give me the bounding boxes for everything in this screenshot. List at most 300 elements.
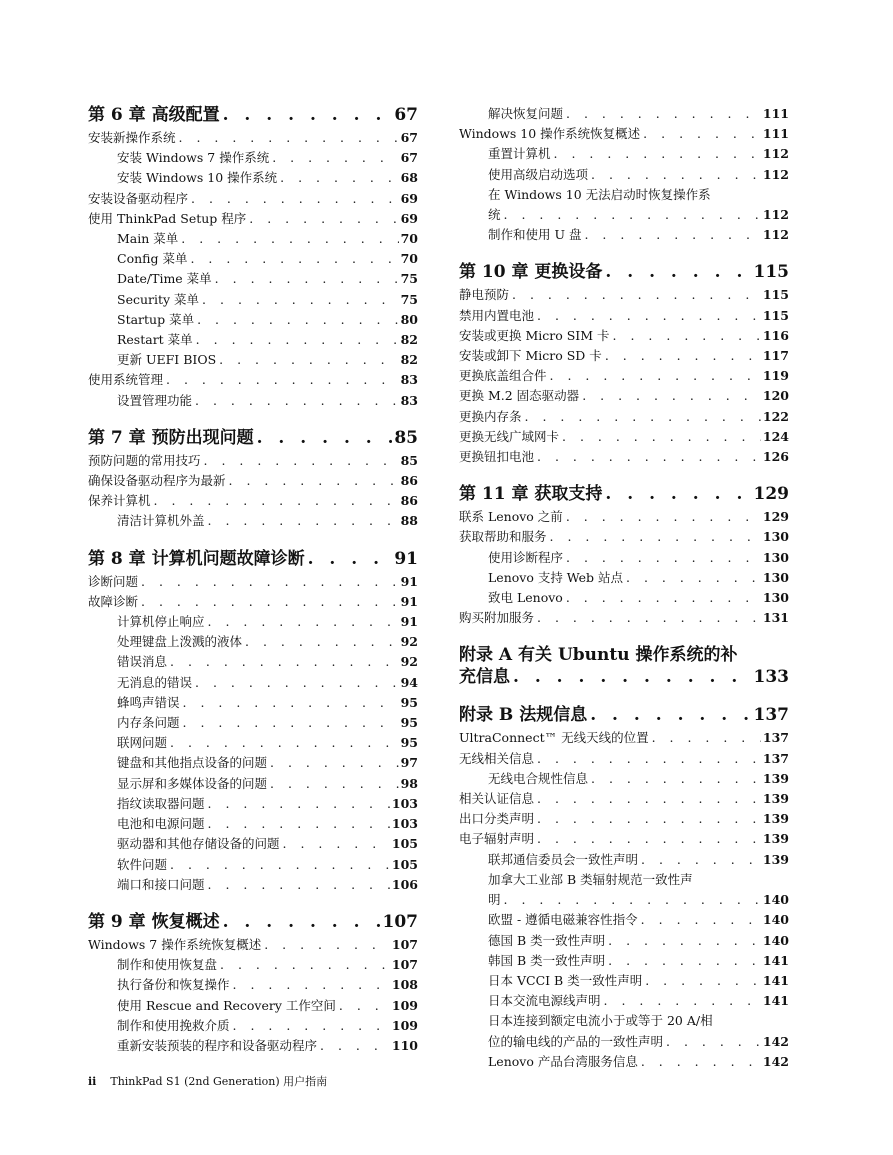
toc-chapter-title: 附录 B 法规信息 [459,705,588,726]
toc-page-number: 85 [400,452,418,468]
dot-leader [167,855,390,875]
toc-entry-title: Main 菜单 [117,231,179,247]
dot-leader [522,407,761,427]
toc-entry-title: Date/Time 菜单 [117,271,212,287]
toc-entry-title: 安装 Windows 7 操作系统 [117,150,270,166]
dot-leader [167,652,399,672]
dot-leader [167,733,399,753]
dot-leader [317,1036,390,1056]
toc-entry-title: 联网问题 [117,735,168,751]
dot-leader [547,366,761,386]
toc-entry[interactable] [459,165,789,185]
toc-entry-title: 制作和使用挽救介质 [117,1017,230,1033]
toc-entry[interactable] [88,269,418,289]
toc-entry-title: 故障诊断 [88,593,139,609]
toc-entry-title: 执行备份和恢复操作 [117,977,230,993]
toc-entry[interactable] [459,931,789,951]
toc-entry-title: Windows 10 操作系统恢复概述 [459,126,641,142]
toc-entry[interactable] [88,310,418,330]
toc-entry[interactable] [88,511,418,531]
toc-chapter-heading[interactable] [88,427,418,449]
toc-entry-title: 安装或卸下 Micro SD 卡 [459,348,602,364]
dot-leader [638,1052,761,1072]
dot-leader [138,592,399,612]
toc-entry[interactable] [88,753,418,773]
toc-page-number: 106 [391,876,418,892]
toc-entry[interactable] [88,168,418,188]
toc-entry-title: 内存条问题 [117,715,180,731]
toc-entry[interactable] [459,951,789,971]
toc-entry[interactable] [459,225,789,245]
toc-page-number: 112 [762,207,789,223]
toc-entry[interactable] [459,1052,789,1072]
toc-entry-title: 电池和电源问题 [117,816,205,832]
toc-entry[interactable] [88,632,418,652]
dot-leader [199,290,399,310]
toc-page-number: 140 [762,912,789,928]
toc-page-number: 139 [762,811,789,827]
toc-entry[interactable] [459,144,789,164]
toc-page-number: 117 [762,348,789,364]
toc-entry[interactable] [88,814,418,834]
dot-leader [246,209,398,229]
dot-leader [563,507,761,527]
toc-page-number: 137 [762,750,789,766]
toc-entry[interactable] [88,693,418,713]
dot-leader [610,326,761,346]
toc-entry-title: 更换钮扣电池 [459,449,535,465]
dot-leader [579,386,761,406]
dot-leader [588,165,761,185]
toc-entry-title: 显示屏和多媒体设备的问题 [117,775,268,791]
toc-page-number: 137 [762,730,789,746]
toc-entry-title: 加拿大工业部 B 类辐射规范一致性声 [488,871,693,887]
toc-entry[interactable] [459,588,789,608]
toc-page-number: 107 [391,936,418,952]
toc-entry[interactable] [88,391,418,411]
dot-leader [242,632,399,652]
toc-entry[interactable] [459,608,789,628]
dot-leader [642,971,761,991]
toc-entry-title: 德国 B 类一致性声明 [488,932,606,948]
toc-entry-title: Windows 7 操作系统恢复概述 [88,936,262,952]
toc-page-number: 130 [762,549,789,565]
toc-chapter-title: 第 6 章 高级配置 [88,105,220,125]
dot-leader [180,693,399,713]
toc-page-number: 129 [762,509,789,525]
dot-leader [205,612,399,632]
dot-leader [193,330,399,350]
toc-page-number: 69 [400,190,418,206]
toc-page-number: 95 [400,694,418,710]
toc-chapter-heading[interactable] [88,548,418,570]
toc-page-number: 86 [400,473,418,489]
toc-entry-title: Lenovo 产品台湾服务信息 [488,1053,638,1069]
dot-leader [534,447,761,467]
toc-entry[interactable] [459,427,789,447]
dot-leader [212,269,399,289]
dot-leader [188,189,399,209]
toc-entry-title: 韩国 B 类一致性声明 [488,952,606,968]
toc-entry[interactable] [88,794,418,814]
toc-entry[interactable] [88,128,418,148]
dot-leader [601,991,761,1011]
toc-entry-title: 静电预防 [459,287,510,303]
toc-entry-title: 制作和使用 U 盘 [488,227,582,243]
toc-entry-title-cont: 充信息 [459,667,510,688]
toc-entry[interactable] [88,451,418,471]
dot-leader [217,955,390,975]
toc-page-number: 120 [762,388,789,404]
toc-page-number: 68 [400,170,418,186]
toc-entry[interactable] [88,189,418,209]
toc-entry-title: 获取帮助和服务 [459,529,547,545]
toc-entry[interactable] [459,306,789,326]
toc-entry[interactable] [88,209,418,229]
toc-entry-title: 更换底盖组合件 [459,368,547,384]
toc-entry-title: 使用 Rescue and Recovery 工作空间 [117,997,336,1013]
toc-entry[interactable] [459,507,789,527]
toc-chapter-title: 第 11 章 获取支持 [459,484,603,505]
toc-entry[interactable] [88,350,418,370]
toc-page-number: 83 [400,392,418,408]
toc-page-number: 82 [400,352,418,368]
dot-leader [638,850,761,870]
toc-entry-title: 更新 UEFI BIOS [117,352,217,368]
dot-leader [205,814,390,834]
dot-leader [180,713,399,733]
toc-page-number: 91 [400,614,418,630]
toc-entry[interactable] [88,713,418,733]
toc-entry[interactable] [88,370,418,390]
toc-page-number: 91 [394,548,418,569]
toc-entry-title: 相关认证信息 [459,791,535,807]
toc-page-number: 70 [400,231,418,247]
toc-entry[interactable] [88,148,418,168]
toc-entry[interactable] [88,733,418,753]
toc-page-number: 75 [400,291,418,307]
page-footer [88,1073,327,1089]
toc-page-number: 103 [391,816,418,832]
toc-entry[interactable] [88,955,418,975]
toc-entry-title: 更换无线广域网卡 [459,428,560,444]
toc-page-number: 91 [400,593,418,609]
dot-leader [605,951,761,971]
dot-leader [534,749,761,769]
toc-entry-title: 禁用内置电池 [459,307,535,323]
toc-page-number: 130 [762,529,789,545]
toc-entry[interactable] [88,652,418,672]
toc-entry-title: 处理键盘上泼溅的液体 [117,634,243,650]
dot-leader [205,794,390,814]
toc-entry-continuation [488,1032,789,1052]
toc-chapter-heading[interactable] [459,261,789,283]
dot-leader [640,124,761,144]
toc-entry[interactable] [459,548,789,568]
dot-leader [623,568,761,588]
dot-leader [534,306,761,326]
toc-entry-title: 安装设备驱动程序 [88,190,189,206]
dot-leader [605,931,761,951]
toc-entry[interactable] [459,568,789,588]
dot-leader [216,350,398,370]
dot-leader [563,548,761,568]
toc-entry[interactable] [459,749,789,769]
toc-entry-title: 在 Windows 10 无法启动时恢复操作系 [488,186,711,202]
toc-entry[interactable] [459,991,789,1011]
toc-entry-title: 附录 A 有关 Ubuntu 操作系统的补 [459,645,738,666]
toc-entry-title-cont: 位的输电线的产品的一致性声明 [488,1033,664,1049]
toc-entry-continuation [459,666,789,688]
dot-leader [305,548,393,570]
toc-entry[interactable] [459,326,789,346]
toc-entry[interactable] [88,834,418,854]
toc-page-number: 139 [762,770,789,786]
toc-chapter-heading[interactable] [459,704,789,726]
toc-page-number: 141 [762,952,789,968]
toc-entry-title: 保养计算机 [88,493,151,509]
toc-entry[interactable] [459,285,789,305]
toc-page-number: 83 [400,372,418,388]
toc-entry[interactable] [459,185,789,225]
toc-page-number: 139 [762,791,789,807]
dot-leader [230,975,390,995]
toc-entry[interactable] [459,769,789,789]
dot-leader [534,789,761,809]
toc-entry-title: 键盘和其他指点设备的问题 [117,755,268,771]
toc-page-number: 82 [400,332,418,348]
toc-entry[interactable] [88,774,418,794]
toc-entry[interactable] [88,592,418,612]
dot-leader [187,249,398,269]
toc-entry-title: 使用诊断程序 [488,549,564,565]
toc-page-number: 140 [762,892,789,908]
toc-entry-title: 端口和接口问题 [117,876,205,892]
toc-page-number: 119 [762,368,789,384]
toc-page-number: 126 [762,449,789,465]
toc-entry-title: Config 菜单 [117,251,188,267]
dot-leader [254,427,393,449]
toc-entry-title: 联邦通信委员会一致性声明 [488,851,639,867]
toc-chapter-heading[interactable] [88,911,418,933]
toc-entry[interactable] [459,386,789,406]
toc-page-number: 98 [400,775,418,791]
dot-leader [205,511,399,531]
toc-page-number: 67 [400,150,418,166]
toc-entry-title: 无线相关信息 [459,750,535,766]
toc-entry-title: 确保设备驱动程序为最新 [88,473,226,489]
toc-page-number: 129 [753,484,789,505]
toc-page-number: 130 [762,590,789,606]
toc-page-number: 115 [753,262,789,283]
toc-entry[interactable] [88,673,418,693]
toc-page-number: 107 [391,957,418,973]
dot-leader [534,608,761,628]
toc-entry[interactable] [88,572,418,592]
toc-page-number: 116 [762,327,789,343]
toc-page-number: 142 [762,1053,789,1069]
toc-page-number: 141 [762,972,789,988]
toc-page-number: 115 [762,307,789,323]
toc-page-number: 103 [391,795,418,811]
toc-page-number: 110 [391,1037,418,1053]
toc-entry-continuation [488,890,789,910]
dot-leader [501,205,761,225]
dot-leader [151,491,399,511]
toc-page-number: 88 [400,513,418,529]
dot-leader [192,391,399,411]
toc-column-right [459,104,789,1072]
toc-entry[interactable] [88,471,418,491]
toc-chapter-heading[interactable] [88,104,418,126]
toc-entry-title: 更换 M.2 固态驱动器 [459,388,580,404]
dot-leader [192,673,399,693]
toc-page-number: 94 [400,674,418,690]
toc-entry-title: 日本 VCCI B 类一致性声明 [488,972,643,988]
toc-entry-title: 错误消息 [117,654,168,670]
dot-leader [178,229,398,249]
toc-entry[interactable] [459,809,789,829]
toc-entry-title: 电子辐射声明 [459,831,535,847]
toc-page-number: 139 [762,831,789,847]
toc-page-number: 112 [762,227,789,243]
toc-entry-title: 安装或更换 Micro SIM 卡 [459,327,610,343]
toc-entry-title: 重置计算机 [488,146,551,162]
toc-entry-title: 蜂鸣声错误 [117,694,180,710]
toc-chapter-title: 第 7 章 预防出现问题 [88,427,254,448]
dot-leader [559,427,761,447]
toc-entry-title: 无消息的错误 [117,674,193,690]
dot-leader [563,104,761,124]
toc-page-number: 70 [400,251,418,267]
toc-entry[interactable] [459,1011,789,1051]
toc-entry[interactable] [88,249,418,269]
toc-entry[interactable] [88,290,418,310]
dot-leader [176,128,399,148]
toc-entry-title: 制作和使用恢复盘 [117,957,218,973]
toc-entry-title-cont: 明 [488,892,501,908]
toc-entry[interactable] [459,850,789,870]
toc-entry[interactable] [459,447,789,467]
toc-entry[interactable] [459,971,789,991]
dot-leader [280,834,390,854]
toc-entry-title: 出口分类声明 [459,811,535,827]
toc-entry-title: 安装 Windows 10 操作系统 [117,170,278,186]
toc-chapter-title: 第 9 章 恢复概述 [88,911,220,932]
toc-page-number: 95 [400,715,418,731]
toc-entry[interactable] [459,366,789,386]
toc-entry[interactable] [459,527,789,547]
toc-entry-title: 设置管理功能 [117,392,193,408]
toc-entry[interactable] [88,1036,418,1056]
toc-entry[interactable] [88,330,418,350]
toc-page-number: 95 [400,735,418,751]
toc-entry[interactable] [88,612,418,632]
toc-page-number: 86 [400,493,418,509]
toc-entry[interactable] [88,1016,418,1036]
toc-entry-title: 清洁计算机外盖 [117,513,205,529]
dot-leader [267,774,399,794]
toc-entry[interactable] [88,875,418,895]
dot-leader [602,483,751,505]
dot-leader [534,809,761,829]
toc-page-number: 75 [400,271,418,287]
toc-entry[interactable] [88,975,418,995]
toc-entry-title: Startup 菜单 [117,311,195,327]
toc-page-number: 105 [391,856,418,872]
toc-entry[interactable] [88,229,418,249]
toc-chapter-heading[interactable] [459,644,789,688]
footer-title: ThinkPad S1 (2nd Generation) 用户指南 [110,1075,328,1088]
toc-entry[interactable] [459,124,789,144]
toc-column-left [88,104,418,1056]
dot-leader [269,148,398,168]
toc-entry[interactable] [88,996,418,1016]
toc-page-number: 109 [391,1017,418,1033]
toc-entry[interactable] [88,491,418,511]
dot-leader [501,890,761,910]
toc-entry-title: 欧盟 - 遵循电磁兼容性指令 [488,912,638,928]
toc-page-number: 69 [400,210,418,226]
toc-entry[interactable] [459,829,789,849]
toc-entry[interactable] [459,870,789,910]
dot-leader [138,572,399,592]
toc-page-number: 142 [762,1033,789,1049]
dot-leader [563,588,761,608]
toc-entry-title: Security 菜单 [117,291,200,307]
toc-chapter-title: 第 8 章 计算机问题故障诊断 [88,548,305,569]
toc-entry[interactable] [459,910,789,930]
toc-page-number: 67 [394,105,418,125]
toc-entry[interactable] [459,346,789,366]
toc-entry-title: 解决恢复问题 [488,106,564,121]
toc-entry-title: 使用 ThinkPad Setup 程序 [88,210,247,226]
toc-entry[interactable] [88,855,418,875]
toc-page-number: 122 [762,408,789,424]
dot-leader [547,527,761,547]
footer-page-number: ii [88,1075,97,1088]
dot-leader [587,704,751,726]
toc-entry[interactable] [88,935,418,955]
toc-page-number: 97 [400,755,418,771]
toc-entry[interactable] [459,104,789,124]
dot-leader [534,829,761,849]
dot-leader [551,144,761,164]
dot-leader [509,285,761,305]
dot-leader [261,935,390,955]
toc-entry-title: 使用系统管理 [88,372,164,388]
toc-page-number: 141 [762,993,789,1009]
toc-page-number: 105 [391,836,418,852]
toc-entry-title: 指纹读取器问题 [117,795,205,811]
toc-entry[interactable] [459,728,789,748]
toc-page-number: 131 [762,610,789,626]
toc-entry[interactable] [459,789,789,809]
dot-leader [510,666,752,688]
dot-leader [602,261,751,283]
toc-page-number: 111 [762,126,789,142]
dot-leader [194,310,399,330]
toc-entry[interactable] [459,407,789,427]
toc-entry-title: 联系 Lenovo 之前 [459,509,563,525]
dot-leader [581,225,760,245]
toc-page-number: 115 [762,287,789,303]
dot-leader [201,451,399,471]
toc-chapter-heading[interactable] [459,483,789,505]
toc-page-number: 111 [762,106,789,121]
toc-page-number: 133 [753,667,789,688]
toc-page-number: 140 [762,932,789,948]
